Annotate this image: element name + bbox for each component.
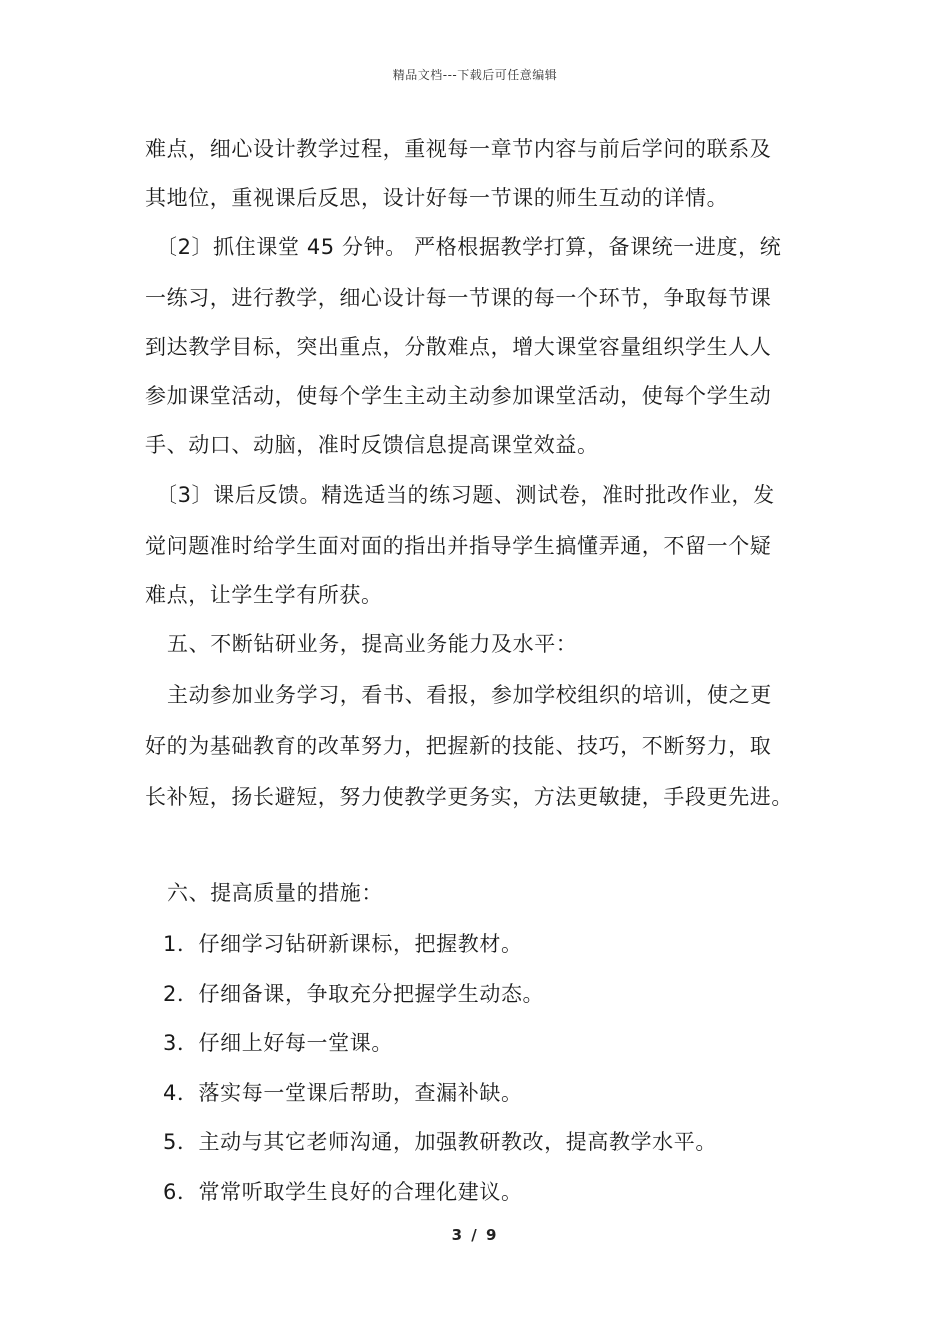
text-line-13: 好的为基础教育的改革努力，把握新的技能、技巧，不断努力，取 xyxy=(145,734,772,758)
page-number: 3 / 9 xyxy=(451,1226,499,1244)
text-line-14: 长补短，扬长避短，努力使教学更务实，方法更敏捷，手段更先进。 xyxy=(145,785,793,809)
list-item-2: 2．仔细备课，争取充分把握学生动态。 xyxy=(163,982,545,1006)
list-item-3: 3．仔细上好每一堂课。 xyxy=(163,1031,393,1055)
text-line-10: 难点，让学生学有所获。 xyxy=(145,583,383,607)
text-line-9: 觉问题准时给学生面对面的指出并指导学生搞懂弄通，不留一个疑 xyxy=(145,534,772,558)
section-six-heading: 六、提高质量的措施： xyxy=(167,881,383,905)
text-line-12: 主动参加业务学习，看书、看报，参加学校组织的培训，使之更 xyxy=(167,683,772,707)
text-line-3: 〔2〕抓住课堂 45 分钟。 严格根据教学打算，备课统一进度，统 xyxy=(156,235,782,259)
list-item-1: 1．仔细学习钻研新课标，把握教材。 xyxy=(163,932,523,956)
text-line-2: 其地位，重视课后反思，设计好每一节课的师生互动的详情。 xyxy=(145,186,729,210)
list-item-4: 4．落实每一堂课后帮助，查漏补缺。 xyxy=(163,1081,523,1105)
text-line-1: 难点，细心设计教学过程，重视每一章节内容与前后学问的联系及 xyxy=(145,137,772,161)
list-item-6: 6．常常听取学生良好的合理化建议。 xyxy=(163,1180,523,1204)
text-line-6: 参加课堂活动，使每个学生主动主动参加课堂活动，使每个学生动 xyxy=(145,384,772,408)
list-item-5: 5．主动与其它老师沟通，加强教研教改，提高教学水平。 xyxy=(163,1130,717,1154)
text-line-8: 〔3〕课后反馈。精选适当的练习题、测试卷，准时批改作业，发 xyxy=(156,483,775,507)
text-line-7: 手、动口、动脑，准时反馈信息提高课堂效益。 xyxy=(145,433,599,457)
text-line-5: 到达教学目标，突出重点，分散难点，增大课堂容量组织学生人人 xyxy=(145,335,772,359)
section-five-heading: 五、不断钻研业务，提高业务能力及水平： xyxy=(167,632,578,656)
text-line-4: 一练习，进行教学，细心设计每一节课的每一个环节，争取每节课 xyxy=(145,286,772,310)
page-header: 精品文档---下载后可任意编辑 xyxy=(392,68,558,82)
